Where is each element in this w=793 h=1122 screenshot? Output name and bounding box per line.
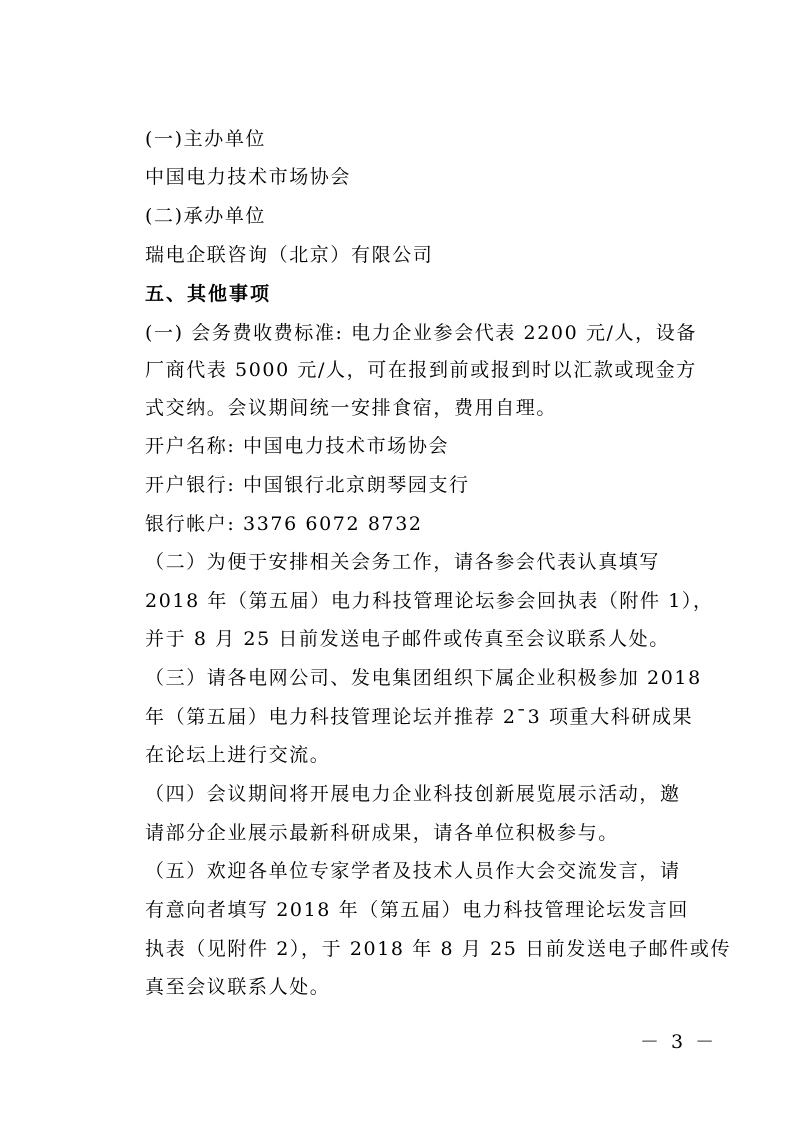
item4-line: 请部分企业展示最新科研成果，请各单位积极参与。 — [145, 822, 619, 844]
account-number: 银行帐户: 3376 6072 8732 — [145, 513, 423, 535]
organizer-name: 瑞电企联咨询（北京）有限公司 — [145, 244, 434, 266]
item5-line: 有意向者填写 2018 年（第五届）电力科技管理论坛发言回 — [145, 899, 689, 921]
page-number: － 3 － — [640, 1031, 718, 1053]
organizer-heading: (二)承办单位 — [145, 205, 267, 227]
bank-name: 开户银行: 中国银行北京朗琴园支行 — [145, 474, 470, 496]
item3-line: 在论坛上进行交流。 — [145, 744, 331, 766]
item1-line: 式交纳。会议期间统一安排食宿，费用自理。 — [145, 397, 558, 419]
item3-line: （三）请各电网公司、发电集团组织下属企业积极参加 2018 — [145, 667, 702, 689]
host-name: 中国电力技术市场协会 — [145, 166, 352, 188]
item2-line: 2018 年（第五届）电力科技管理论坛参会回执表（附件 1）， — [145, 590, 714, 612]
item5-line: （五）欢迎各单位专家学者及技术人员作大会交流发言，请 — [145, 860, 681, 882]
item5-line: 执表（见附件 2），于 2018 年 8 月 25 日前发送电子邮件或传 — [145, 938, 732, 960]
item4-line: （四）会议期间将开展电力企业科技创新展览展示活动，邀 — [145, 783, 681, 805]
host-heading: (一)主办单位 — [145, 128, 267, 150]
item2-line: 并于 8 月 25 日前发送电子邮件或传真至会议联系人处。 — [145, 628, 670, 650]
item3-line: 年（第五届）电力科技管理论坛并推荐 2¯3 项重大科研成果 — [145, 706, 694, 728]
account-name: 开户名称: 中国电力技术市场协会 — [145, 435, 450, 457]
section-heading-other-matters: 五、其他事项 — [145, 283, 272, 305]
item1-line: 厂商代表 5000 元/人，可在报到前或报到时以汇款或现金方 — [145, 359, 697, 381]
item1-line: (一) 会务费收费标准: 电力企业参会代表 2200 元/人，设备 — [145, 322, 697, 344]
item5-line: 真至会议联系人处。 — [145, 976, 331, 998]
item2-line: （二）为便于安排相关会务工作，请各参会代表认真填写 — [145, 551, 661, 573]
